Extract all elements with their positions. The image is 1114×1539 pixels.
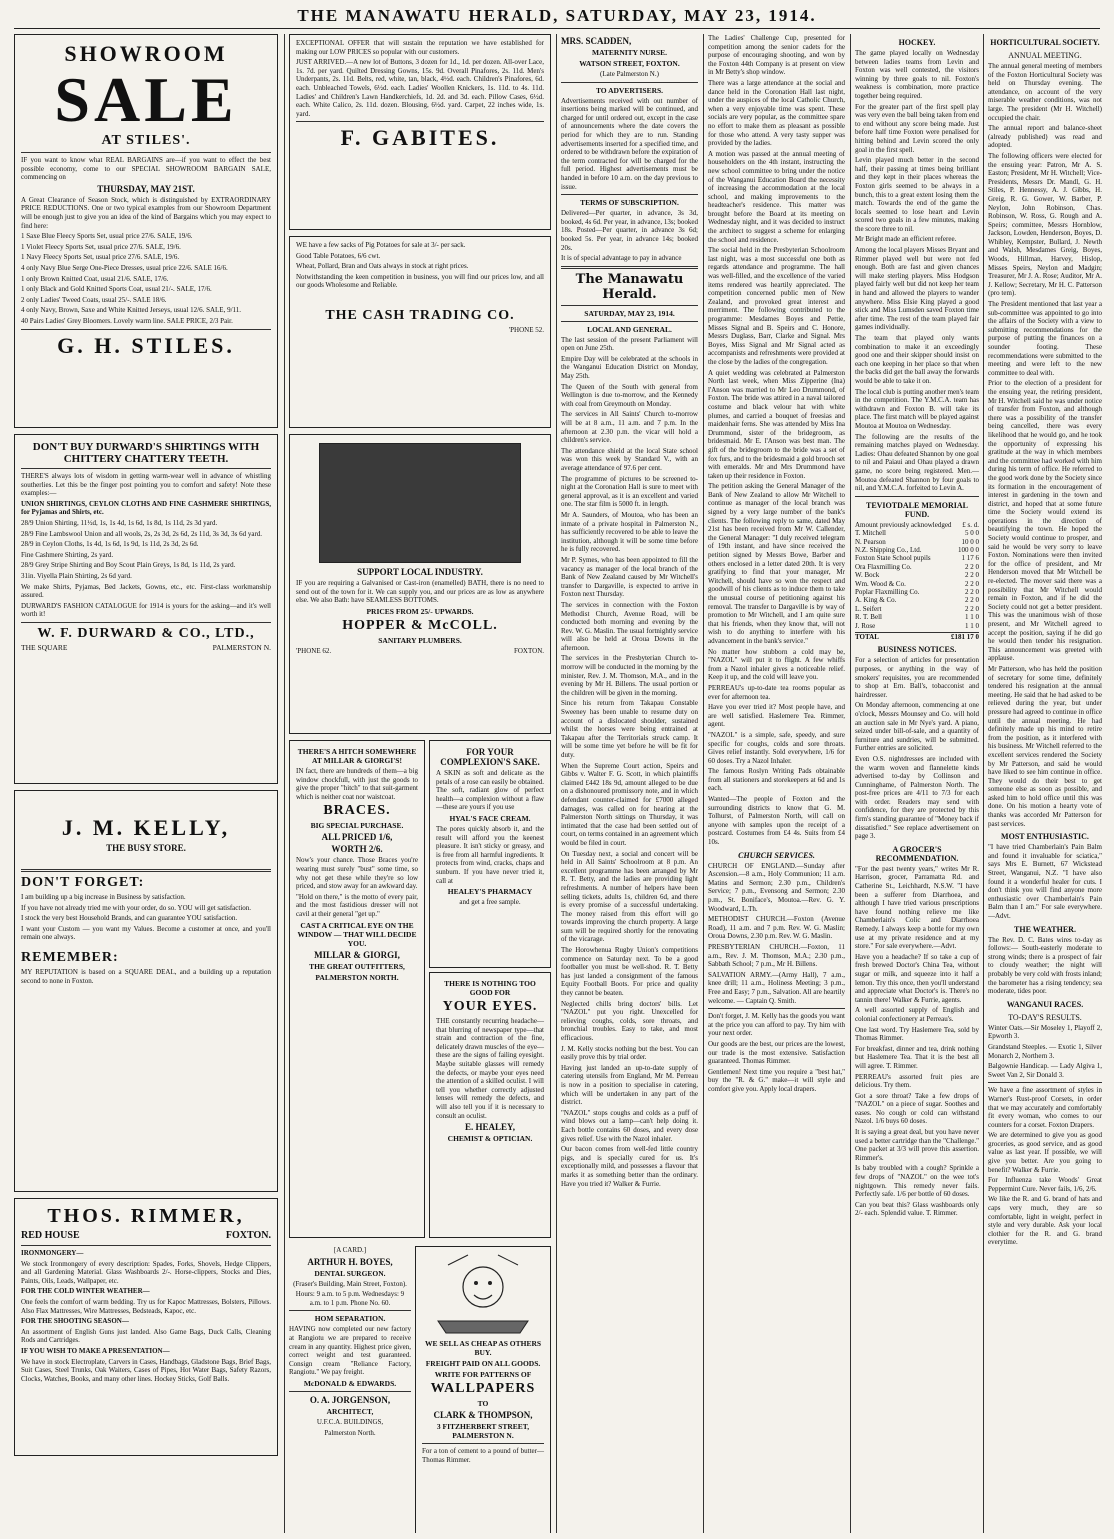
- hockey-paragraph: For the greater part of the first spell play was very even the ball being taken from end to end without any score being made. Just before half time Foxton were penalised for hitting behind and Levin scored the only goal in the first spell.: [855, 102, 979, 154]
- durward-addr-left: THE SQUARE: [21, 642, 68, 652]
- news-paragraph: The programme of pictures to be screened to-night at the Coronation Hall is sure to meet with general approval, as it is an excellent and varied one. The star film is 5000 ft. in length.: [561, 474, 698, 509]
- stiles-body: A Great Clearance of Season Stock, which is distinguished by EXTRAORDINARY PRICE REDUCTIONS. One or two typical examples from our Showroom Department will be enough just to give you an idea of the kind of Bargains which you may expect to find here:: [21, 195, 271, 230]
- race-result: Balgownie Handicap. — Lady Algiva 1, Sweet Van 2, Sir Donald 3.: [988, 1062, 1102, 1079]
- boyes-sub: DENTAL SURGEON.: [314, 1268, 386, 1278]
- giorgi-cast: CAST A CRITICAL EYE ON THE WINDOW — THAT WILL DECIDE YOU.: [297, 920, 417, 948]
- horticultural-sub: ANNUAL MEETING.: [1008, 51, 1082, 60]
- column-divider: [850, 34, 851, 1533]
- durward-item: 28/9 Fine Lambswool Union and all wools, 2s, 2s 3d, 2s 6d, 2s 11d, 3s 3d, 3s 6d yard.: [21, 529, 263, 538]
- cash-item: Notwithstanding the keen competition in business, you will find our prices low, and all our goods Wholesome and Reliable.: [296, 272, 544, 290]
- horticultural-paragraph: The following officers were elected for the ensuing year: Patron, Mr A. S. Easton; President, Mr H. Witchell; Vice-Presidents, Messrs Dr. Mandl, G. H. Stiles, P. Hennessy, A. J. Gibbs, H. Greig, R. G. Gower, W. Barber, P. Neylon, John Robinson, Chas. Robinson, W. Ross, G. Rough and A. Speirs; committee, Messrs Hornblow, Jackson, Lowden, Henderson, Boyes, D. Whibley, Kempster, Bullard, J. Newth and Walsh, Mesdames Greig, Boyes, Woods, Hillman, Harvey, Hislop, Misses Speirs, Neylon and Madgin; Treasurer, Mr J. A. Rose; Auditor, Mr A. J. Kellow; Secretary, Mr H. C. Patterson (pro tem).: [988, 151, 1102, 298]
- rimmer-section-body: We have in stock Electroplate, Carvers in Cases, Handbags, Gladstone Bags, Brief Bags, Suit Cases, Steel Trunks, Oak Waiters, Cases of Pipes, Hot Water Bags, Safety Razors, Clocks, Watches, Books, and many other lines. Hockey Sticks, Golf Balls.: [21, 1357, 271, 1383]
- local-general-head: LOCAL AND GENERAL.: [587, 324, 672, 334]
- news-paragraph: A quiet wedding was celebrated at Palmerston North last week, when Miss Zipperine (Ina) l'Anson was married to Mr Leo Drummond, of Foxton. The bride was attired in a naval tailored costume and black velour hat with white plumes, and carried a bouquet of freesias and maidenhair ferns. She was attended by Miss Ina Drummond, sister of the bridegroom, as bridesmaid. Mr E. l'Anson was best man. The gift of the bridegroom to the bride was a set of fox furs, and to the bridesmaid a gold brooch set with emeralds. Mr and Mrs Drummond have taken up their residence in Foxton.: [708, 368, 845, 480]
- news-paragraph: For breakfast, dinner and tea, drink nothing but Haslemere Tea. That it is the best all will agree. T. Rimmer.: [855, 1044, 979, 1070]
- durward-item: Fine Cashmere Shirting, 2s yard.: [21, 550, 114, 559]
- hockey-head: HOCKEY.: [898, 38, 936, 47]
- fund-row-name: L. Seifert: [855, 604, 882, 613]
- rimmer-section-body: We stock Ironmongery of every description: Spades, Forks, Shovels, Hedge Clippers, and all Gardening Material. Glass Washboards 2/-. Horse-clippers, Stocks and Dies, Paints, Oils, Leads, Wallpaper, etc.: [21, 1259, 271, 1285]
- durward-body: THERE'S always lots of wisdom in getting warm-wear well in advance of whistling southerlies. Let this be the finger post pointing you to comfort and safety! Note these examples:—: [21, 472, 271, 498]
- fund-row-value: 1 17 6: [961, 554, 979, 563]
- fund-total-value: £181 17 0: [951, 632, 979, 641]
- news-paragraph: On Tuesday next, a social and concert will be held in All Saints' Schoolroom at 8 p.m. An excellent programme has been arranged by Mr R. T. Betty, and the ladies are providing light refreshments. A number of helpers have been selling tickets, adults 1s, children 6d, and there is every promise of a successful undertaking. The money raised from this effort will go towards improving the church property. A large sum will be required shortly for the renovating of the vicarage.: [561, 849, 698, 944]
- hom-name: McDONALD & EDWARDS.: [303, 1378, 397, 1388]
- jorgenson-sub: ARCHITECT,: [326, 1406, 374, 1416]
- healey-product: HYAL'S FACE CREAM.: [449, 813, 531, 823]
- fund-row-value: 2 2 0: [965, 596, 979, 605]
- fund-row: [855, 538, 979, 546]
- subscription-body: Delivered—Per quarter, in advance, 3s 3d, booked, 4s 6d. Per year, in advance, 13s; booked 18s. Posted—Per quarter, in advance 3s 6d; booked 5s. Per year, in advance 14s; booked 20s.: [561, 209, 698, 252]
- rimmer-section-body: One feels the comfort of warm bedding. Try us for Kapoc Mattresses, Bolsters, Pillows. Also Flax Mattresses, Wire Mattresses, Bedsteads, Kapoc, etc.: [21, 1297, 271, 1315]
- fund-row: [855, 605, 979, 613]
- news-paragraph: Empire Day will be celebrated at the schools in the Wanganui Education District on Monday, May 25th.: [561, 354, 698, 381]
- fund-row-name: Foxton State School pupils: [855, 554, 931, 563]
- hopper-name: HOPPER & McCOLL.: [342, 617, 498, 633]
- news-paragraph: When the Supreme Court action, Speirs and Gibbs v. Walter F. G. Scott, in which plaintiffs claimed £442 18s 9d, amount alleged to be due on a dishonoured promissory note, and in which defendant counter-claimed for £7000 alleged damages, was called on for hearing at the Palmerston North sittings on Thursday, it was intimated that the case had been settled out of court, on terms contained in an agreement which would be filed in court.: [561, 761, 698, 847]
- wall-1: WE SELL AS CHEAP AS OTHERS BUY.: [424, 1339, 542, 1357]
- stiles-item: 4 only Navy, Brown, Saxe and White Knitted Jerseys, usual 12/6. SALE, 9/11.: [21, 306, 242, 315]
- rimmer-section-head: IF YOU WISH TO MAKE A PRESENTATION—: [21, 1346, 170, 1355]
- jorgenson-sub2: U.F.C.A. BUILDINGS,: [316, 1417, 384, 1426]
- fund-row-value: 2 2 0: [965, 571, 979, 580]
- advertisers-body: Advertisements received with out number of insertions being marked will be continued, and charged for until ordered out, except in the case of announcements where the date covers the period for which they are to run. Standing advertisements inserted for a specified time, and ordered to be withdrawn before the expiration of the term contracted for will be charged for the full period. Highest advertisements must be handed in before 10 a.m. on the day previous to issue.: [561, 96, 698, 191]
- stiles-advert: [14, 34, 278, 428]
- column-divider: [284, 34, 285, 1533]
- news-paragraph: Have you a headache? If so take a cup of fresh brewed Doctor's China Tea, without sugar or milk, and squeeze into it half a lemon. Try this once, then you'll understand and appreciate what Doctor's is. There's no tannin there! Walker & Furrie, agents.: [855, 952, 979, 1004]
- race-result: Grandstand Steeples. — Exotic 1, Silver Monarch 2, Northern 3.: [988, 1042, 1102, 1060]
- wall-cement: For a ton of cement to a pound of butter—Thomas Rimmer.: [422, 1447, 544, 1464]
- news-paragraph: We are determined to give you as good groceries, as good service, and as good value as last year. If possible, we will give you better. Are you going to benefit? Walker & Furrie.: [988, 1131, 1102, 1174]
- eyes-head2: YOUR EYES.: [442, 999, 538, 1014]
- cash-body: WE have a few sacks of Pig Potatoes for sale at 3/- per sack.: [296, 241, 466, 249]
- news-paragraph: The last session of the present Parliament will open on June 25th.: [561, 335, 698, 353]
- hopper-prices: PRICES FROM 25/- UPWARDS.: [366, 606, 474, 616]
- healey-body2: The pores quickly absorb it, and the result will afford you the keenest pleasure. It isn't sticky or greasy, and is free from all harmful ingredients. It protects from wind, cracks, chaps and sunburn. If you have never tried it, call at: [436, 824, 544, 885]
- news-paragraph: It is saying a great deal, but you have never used a better cartridge than the "Challenge." One packet at 3/3 will prove this assertion. Rimmer's.: [855, 1128, 979, 1162]
- news-paragraph: "For the past twenty years," writes Mr R. Harrison, grocer, Parramatta Rd. and Catherine St., Leichhardt, N.S.W. "I have been a sufferer from Diarrhoea, and although I have tried various prescriptions have found nothing relieve me like Chamberlain's Colic and Diarrhoea Remedy. I always keep a bottle for my own use at my private residence and at my store." For sale everywhere.—Advt.: [855, 864, 979, 951]
- fund-row: [855, 622, 979, 630]
- fund-row-value: 1 1 0: [965, 621, 979, 630]
- church-service: CHURCH OF ENGLAND.—Sunday after Ascension.—8 a.m., Holy Communion; 11 a.m. Matins and Sermon; 2.30 p.m., Children's Service; 7 p.m., Evensong and Sermon; 2.30 p.m., St. Boniface's, Moutoa.—Rev. G. Y. Woodward, L.Th.: [708, 861, 845, 913]
- jorgenson-name: O. A. JORGENSON,: [309, 1394, 391, 1405]
- rimmer-name: THOS. RIMMER,: [47, 1205, 245, 1227]
- grocer-paras: [855, 865, 979, 1218]
- news-paragraph: PERREAU's up-to-date tea rooms popular as ever for afternoon tea.: [708, 683, 845, 701]
- hockey-paragraph: Among the local players Misses Bryant and Rimmer played well but were not fed enough. Both are fast and given chances will make sterling players. Miss Hodgson played fairly well but did not keep her team in hand and allowed the players to wander anywhere. Miss Elsie King played a good stick and Miss Lumsden saved Foxton time after time. The rest of the team played fair games individually.: [855, 246, 979, 332]
- gabites-body: EXCEPTIONAL OFFER that will sustain the reputation we have established for making our LOW PRICES so popular with our customers.: [296, 39, 544, 56]
- news-paragraph: "NAZOL" stops coughs and colds as a puff of wind blows out a lamp—can't help doing it. Each bottle contains 60 doses, and every dose gives relief. Use with the Nazol inhaler.: [561, 1108, 698, 1143]
- column-divider: [983, 34, 984, 1533]
- stiles-item: 1 Saxe Blue Fleecy Sports Set, usual price 27/6. SALE, 19/6.: [21, 232, 193, 241]
- hockey-paragraph: Levin played much better in the second half, their passing at times being brilliant and they kept in their places whereas the Foxton girls seemed to be always in a bunch, this to a great extent losing them the match. Towards the end of the game the locals seemed to lose heart and Levin scored two goals in a few minutes, making the score three to nil.: [855, 156, 979, 233]
- hockey-paragraph: The game played locally on Wednesday between ladies teams from Levin and Foxton was well contested, the visitors winning by three goals to nil. Foxton's weakness is combination, more practice together being required.: [855, 49, 979, 100]
- enthusiastic-body: "I have tried Chamberlain's Pain Balm and found it invaluable for sciatica," says Mrs E. Burnett, 67 Wickstead Street, Wanganui, N.Z. "I have also found it a wonderful healer for cuts. I don't think you will find anyone more enthusiastic over Chamberlain's Pain Balm than I am." For sale everywhere.—Advt.: [988, 843, 1102, 920]
- healey-pharmacy: HEALEY'S PHARMACY: [447, 887, 533, 897]
- church-service: PRESBYTERIAN CHURCH.—Foxton, 11 a.m., Rev. J. M. Thomson, M.A.; 2.30 p.m., Sabbath School; 7 p.m., Mr H. Billens.: [708, 942, 845, 969]
- column-6-tail: [988, 1086, 1102, 1247]
- news-paragraph: We have a fine assortment of styles in Warner's Rust-proof Corsets, in order that we may accurately and comfortably fit every woman, who comes to our counters for a corset. Foxton Drapers.: [988, 1086, 1102, 1129]
- durward-addr-right: PALMERSTON N.: [212, 642, 271, 652]
- masthead: THE MANAWATU HERALD, SATURDAY, MAY 23, 1914.: [297, 6, 817, 25]
- fund-row-name: W. Bock: [855, 571, 880, 580]
- rimmer-red-house: RED HOUSE: [21, 1230, 80, 1241]
- news-paragraph: Having just landed an up-to-date supply of catering utensils from England, Mr M. Perreau is now in a position to specialise in catering, which will be undertaken in any part of the district.: [561, 1063, 698, 1107]
- business-notice: Even O.S. nightdresses are included with the warm woven and flannelette kinds advertised to-day by Collinson and Cunninghame, of Palmerston North. The post-free prices are 4/11 to 7/3 for each with order. Readers may send with confidence, for they are protected by this firm's standing guarantee of "Money back if dissatisfied." See replace advertisement on page 3.: [855, 754, 979, 841]
- fund-row-value: 2 2 0: [965, 562, 979, 571]
- scadden-addr: WATSON STREET, FOXTON.: [579, 59, 680, 68]
- fund-row-value: 100 0 0: [958, 545, 979, 554]
- hom-body: HAVING now completed our new factory at Rangiotu we are prepared to receive cream in any quantity. Highest price given, correct weight and test guaranteed. Consign cream "Reliance Factory, Rangiotu." We pay freight.: [289, 1325, 411, 1377]
- stiles-name: G. H. STILES.: [57, 332, 235, 358]
- stiles-item: 1 only Brown Knitted Coat, usual 21/6. SALE, 17/6.: [21, 274, 169, 283]
- news-paragraph: Got a sore throat? Take a few drops of "NAZOL" on a piece of sugar. Soothes and eases. No cough or cold can withstand Nazol. 1/6 buys 60 doses.: [855, 1091, 979, 1126]
- fund-row: [855, 580, 979, 588]
- masthead-rule: [14, 28, 1100, 29]
- business-head: BUSINESS NOTICES.: [877, 645, 957, 655]
- durward-make: We make Shirts, Pyjamas, Bed Jackets, Gowns, etc., etc. First-class workmanship assured.: [21, 582, 271, 600]
- horticultural-head: HORTICULTURAL SOCIETY.: [990, 38, 1100, 47]
- horticultural-paragraph: Mr Patterson, who has held the position of secretary for some time, definitely tendered his resignation at the annual meeting. He said that he had asked to be relieved during the year, but under pressure had agreed to continue in office until the annual meeting. He had definitely made up his mind to retire from the position, as it interfered with his business. Mr Witchell referred to the excellent services rendered the Society by Mr Patterson, and said he would have liked to see him continue in office. They would do their best to get someone else as soon as possible, and asked him to hold office until this was done. On his motion a hearty vote of thanks was accorded Mr Patterson for past services.: [988, 664, 1102, 828]
- fund-row-name: A. King & Co.: [855, 596, 897, 605]
- stiles-date: THURSDAY, MAY 21ST.: [97, 183, 195, 194]
- kelly-sub: THE BUSY STORE.: [106, 843, 186, 853]
- wallpaper-illustration: [428, 1251, 538, 1337]
- advertisers-head: TO ADVERTISERS.: [595, 85, 664, 95]
- races-sub: TO-DAY'S RESULTS.: [1008, 1012, 1082, 1022]
- wall-3: WRITE FOR PATTERNS OF: [434, 1370, 532, 1379]
- fund-row: [855, 613, 979, 621]
- news-paragraph: Mr P. Symes, who has been appointed to fill the vacancy as manager of the local branch of the Bank of New Zealand caused by Mr Witchell's transfer to Dargaville, is expected to arrive in Foxton next Thursday.: [561, 555, 698, 599]
- fund-row-value: 1 1 0: [965, 613, 979, 622]
- giorgi-body3: "Hold on there," is the motto of every pair, and the most fastidious dresser will not cavil at their general "get up.": [296, 892, 418, 918]
- races-head: WANGANUI RACES.: [1006, 999, 1084, 1009]
- subscription-head: TERMS OF SUBSCRIPTION.: [580, 198, 679, 208]
- hopper-mccoll-advert: [289, 434, 551, 734]
- fund-row-name: J. Rose: [855, 621, 876, 630]
- rimmer-section-head: IRONMONGERY—: [21, 1249, 84, 1257]
- durward-advert: [14, 434, 278, 784]
- stiles-item: 40 Pairs Ladies' Grey Bloomers. Lovely warm line. SALE PRICE, 2/3 Pair.: [21, 316, 233, 325]
- gabites-advert: [289, 34, 551, 230]
- eyes-name: E. HEALEY,: [465, 1122, 515, 1133]
- rimmer-section-body: An assortment of English Guns just landed. Also Game Bags, Duck Calls, Cleaning Rods and Cartridges.: [21, 1327, 271, 1345]
- news-paragraph: Neglected chills bring doctors' bills. Let "NAZOL" put you right. Unexcelled for relieving coughs, colds, sore throats, and bronchial troubles. Easy to take, and most efficacious.: [561, 999, 698, 1042]
- cash-item: Wheat, Pollard, Bran and Oats always in stock at right prices.: [296, 262, 469, 271]
- fund-row-name: Amount previously acknowledged: [855, 520, 952, 529]
- cash-item: Good Table Potatoes, 6/6 cwt.: [296, 251, 381, 260]
- hom-head: HOM SEPARATION.: [314, 1314, 386, 1324]
- wall-2: FREIGHT PAID ON ALL GOODS.: [425, 1359, 541, 1368]
- giorgi-special: BIG SPECIAL PURCHASE.: [310, 821, 404, 831]
- fund-row-name: N.Z. Shipping Co., Ltd.: [855, 545, 922, 554]
- rimmer-section-head: FOR THE COLD WINTER WEATHER—: [21, 1287, 150, 1296]
- durward-subhead: UNION SHIRTINGS, CEYLON CLOTHS AND FINE CASHMERE SHIRTINGS, for Pyjamas and Shirts, etc.: [21, 499, 271, 517]
- news-paragraph: There was a large attendance at the social and dance held in the Coronation Hall last night, under the auspices of the local Catholic Church, when a very enjoyable time was spent. These socials are very popular, as the committee spare no effort to make them as pleasant as possible for those who attend. A very tasty supper was provided by the ladies.: [708, 78, 845, 148]
- fund-row-value: 2 2 0: [965, 587, 979, 596]
- scadden-sub: MATERNITY NURSE.: [591, 48, 667, 57]
- fund-row: [855, 588, 979, 596]
- kelly-remember-body: MY REPUTATION is based on a SQUARE DEAL, and a building up a reputation second to none in Foxton.: [21, 967, 271, 985]
- news-paragraph: The Queen of the South with general from Wellington is due to-morrow, and the Kennedy with coal from Greymouth on Monday.: [561, 382, 698, 408]
- eyes-body: THE constantly recurring headache—that blurring of newspaper type—that strain and contraction of the fine, delicately drawn muscles of the eye—these are the signs of failing eyesight. Maybe suitable glasses will remedy the defects, or maybe your eyes need the attention of a skilled oculist. I will tell you whether correctly adjusted lenses will remedy the defects, and will also tell you if it is necessary to consult an oculist.: [436, 1017, 544, 1120]
- news-paragraph: Our goods are the best, our prices are the lowest, our trade is the most extensive. Satisfaction guaranteed. Thomas Rimmer.: [708, 1039, 845, 1066]
- church-head: CHURCH SERVICES.: [738, 850, 815, 860]
- news-paragraph: Our bacon comes from well-fed little country pigs, and is specially cured for us. It's exceptionally mild, and possesses a flavour that marks it as something better than the ordinary. Have you tried it? Walker & Furrie.: [561, 1145, 698, 1188]
- stiles-intro: IF you want to know what REAL BARGAINS are—if you want to effect the best possible economy, come to our SPECIAL SHOWROOM BARGAIN SALE, commencing on: [21, 156, 271, 182]
- stiles-item: 4 only Navy Blue Serge One-Piece Dresses, usual price 22/6. SALE 16/6.: [21, 263, 228, 272]
- giorgi-body: IN fact, there are hundreds of them—a big window chockfull, with just the goods to give the proper "hitch" to that suit-garment which is neither coat nor waistcoat.: [296, 767, 418, 801]
- news-paragraph: A motion was passed at the annual meeting of householders on the 4th instant, instructing the new school committee to bring under the notice of the Wanganui Education Board the necessity of increasing the accommodation at the local school, and making improvements to the headteacher's residence. This matter was brought before the Board at its meeting on Wednesday night, and it was decided to instruct the architect to suggest a scheme for enlarging the school and residence.: [708, 149, 845, 244]
- news-paragraph: The petition asking the General Manager of the Bank of New Zealand to allow Mr Witchell to continue as manager of the local branch was signed by a very large number of the bank's clients. The following reply to same, dated May 21st has been received from Mr W. Callender, the General Manager: "I duly received telegram of 19th instant, and have since received the petition signed by Messrs Bowe, Barber and others enclosed in a letter dated 20th. It is very gratifying to find that your manager, Mr Witchell, should have so won the respect and goodwill of his clients as to induce them to take the unusual course of petitioning against his removal. The transfer to Dargaville is by way of promotion to Mr Witchell, and I am quite sure that his friends, when they know that, will not wish to do anything to interfere with his advancement in the bank's service.": [708, 482, 845, 645]
- news-paragraph: No matter how stubborn a cold may be, "NAZOL" will put it to flight. A few whiffs from a Nazol inhaler gives a noticeable relief. Keep it up, and the cold will leave you.: [708, 647, 845, 682]
- news-paragraph: Have you ever tried it? Most people have, and are well satisfied. Haslemere Tea. Rimmer, agent.: [708, 703, 845, 729]
- fund-row: [855, 596, 979, 604]
- local-general-paras: [561, 336, 698, 1188]
- rimmer-section-head: FOR THE SHOOTING SEASON—: [21, 1317, 129, 1326]
- column-3: [561, 34, 698, 1533]
- fund-total-label: TOTAL: [855, 632, 879, 641]
- paper-dateline: SATURDAY, MAY 23, 1914.: [584, 308, 675, 318]
- wall-5: TO: [477, 1399, 489, 1408]
- fund-row: [855, 563, 979, 571]
- news-paragraph: The social held in the Presbyterian Schoolroom last night, was a most successful one both as regards attendance and programme. The hall was well-filled, and the excellence of the varied items rendered was heartily appreciated. The competition concerned public men of New Zealand, and provoked great interest and merriment. The following contributed to the programme: Mesdames Boyes and Pettie, Misses Signal and B. Speirs and C. Honore, Messrs Duglass, Barr, Clarke and Signal. Mrs Boyes, Miss Signal and Mr Signal acted as accompanists and refreshments were provided at the close by the ladies of the congregation.: [708, 246, 845, 366]
- column-6: [988, 34, 1102, 1533]
- kelly-para: If you have not already tried me with your order, do so. YOU will get satisfaction.: [21, 903, 252, 912]
- fund-row: [855, 571, 979, 579]
- news-paragraph: Gentlemen! Next time you require a "best hat," buy the "R. & G." make—it will style and comfort give you. Apply local drapers.: [708, 1067, 845, 1093]
- fund-head: TEVIOTDALE MEMORIAL FUND.: [865, 500, 968, 519]
- wall-4: WALLPAPERS: [430, 1381, 536, 1396]
- church-service: METHODIST CHURCH.—Foxton (Avenue Road), 11 a.m. and 7 p.m. Rev. W. G. Maslin; Oroua Downs, 2.30 p.m. Rev. W. G. Maslin.: [708, 915, 845, 941]
- durward-name: W. F. DURWARD & CO., LTD.,: [37, 625, 255, 641]
- column-2: [289, 34, 551, 1533]
- column-1: [14, 34, 278, 1533]
- eyes-head1: THERE IS NOTHING TOO GOOD FOR: [444, 979, 536, 997]
- fund-row: [855, 546, 979, 554]
- grocer-head: A GROCER'S RECOMMENDATION.: [875, 844, 959, 863]
- column-divider: [556, 34, 557, 1533]
- cash-name: THE CASH TRADING CO.: [325, 307, 515, 323]
- news-paragraph: The Horowhenua Rugby Union's competitions commence on Saturday next. To be a good footballer you must be well-shod. R. T. Betty has just landed a consignment of the famous Equity Football Boots. For price and quality they cannot be beaten.: [561, 946, 698, 998]
- boyes-name: ARTHUR H. BOYES,: [307, 1256, 393, 1267]
- wall-name: CLARK & THOMPSON,: [433, 1410, 533, 1420]
- hockey-paras: [855, 49, 979, 493]
- news-paragraph: Is baby troubled with a cough? Sprinkle a few drops of "NAZOL" on the wee tot's nightgown. This remedy never fails. Perfectly safe. 1/6 per bottle of 60 doses.: [855, 1164, 979, 1199]
- giorgi-worth: WORTH 2/6.: [331, 844, 383, 855]
- news-paragraph: Can you beat this? Glass washboards only 2/- each. Splendid value. T. Rimmer.: [855, 1200, 979, 1218]
- weather-head: THE WEATHER.: [1014, 924, 1076, 934]
- giorgi-sub: THE GREAT OUTFITTERS,: [309, 961, 405, 971]
- healey-body: A SKIN as soft and delicate as the petals of a rose can easily be obtained. The soft, radiant glow of perfect health—a complexion without a flaw—these are yours if you use: [436, 769, 544, 812]
- hopper-phone: 'PHONE 62.: [296, 646, 332, 655]
- fund-row-value: 10 0 0: [961, 537, 979, 546]
- boyes-card: [A CARD.]: [333, 1246, 367, 1254]
- stiles-item: 1 Violet Fleecy Sports Set, usual price 27/6. SALE, 19/6.: [21, 242, 181, 251]
- fund-row: [855, 554, 979, 562]
- durward-item: 28/9 in Ceylon Cloths, 1s 4d, 1s 6d, 1s 9d, 1s 11d, 2s 3d, 2s 6d.: [21, 540, 199, 549]
- paper-title: The Manawatu Herald.: [575, 271, 684, 302]
- news-paragraph: The services in the Presbyterian Church to-morrow will be conducted in the morning by the minister, Rev. J. M. Thomson, M.A., and in the evening by Mr H. Billens. The usual portion or the children will be given in the morning.: [561, 654, 698, 697]
- ad-pair-bottom: [289, 1246, 551, 1533]
- durward-catalogue: DURWARD'S FASHION CATALOGUE for 1914 is yours for the asking—and it's well worth it!: [21, 601, 271, 619]
- scadden-name: MRS. SCADDEN,: [561, 36, 632, 46]
- kelly-advert: [14, 790, 278, 1192]
- wall-addr: 3 FITZHERBERT STREET, PALMERSTON N.: [436, 1422, 530, 1440]
- news-paragraph: One last word. Try Haslemere Tea, sold by Thomas Rimmer.: [855, 1025, 979, 1043]
- news-paragraph: The services in All Saints' Church to-morrow will be at 8 a.m., 11 a.m. and 7 p.m. In the afternoon at 2.30 p.m. the vicar will hold a children's service.: [561, 410, 698, 445]
- news-paragraph: J. M. Kelly stocks nothing but the best. You can easily prove this by trial order.: [561, 1044, 698, 1062]
- cash-phone: 'PHONE 52.: [508, 325, 544, 334]
- news-paragraph: The attendance shield at the local State school was won this week by Standard V., with an average attendance of 97.6 per cent.: [561, 446, 698, 472]
- news-paragraph: Wanted—The people of Foxton and the surrounding districts to know that G. M. Tolhurst, of Palmerston North, will call on anyone with samples upon the receipt of a postcard. Costumes from £4 4s. Suits from £4 10s.: [708, 795, 845, 847]
- column-4-tail: [708, 1012, 845, 1093]
- news-paragraph: "NAZOL" is a simple, safe, speedy, and sure specific for coughs, colds and sore throats. Gives relief instantly. Sold everywhere, 1/6 for 60 doses. Try a Nazol Inhaler.: [708, 730, 845, 765]
- news-paragraph: Don't forget, J. M. Kelly has the goods you want at the price you can afford to pay. Try him with your next order.: [708, 1012, 845, 1038]
- fund-row-name: T. Mitchell: [855, 529, 886, 538]
- column-4: [708, 34, 845, 1533]
- business-notice: For a selection of articles for presentation purposes, or anything in the way of smokers' requisites, you are recommended to shop at Ern. Ball's, tobacconist and hairdresser.: [855, 656, 979, 699]
- eyes-sub: CHEMIST & OPTICIAN.: [447, 1134, 533, 1144]
- fund-row-name: Poplar Flaxmilling Co.: [855, 587, 920, 596]
- gabites-name: F. GABITES.: [340, 125, 500, 151]
- fund-row-name: Ora Flaxmilling Co.: [855, 562, 912, 571]
- news-paragraph: Mr A. Saunders, of Moutoa, who has been an inmate of a private hospital in Palmerston N., has sufficiently recovered to be able to leave the institution, although it will be some time before he is fully recovered.: [561, 510, 698, 554]
- hopper-head: SUPPORT LOCAL INDUSTRY.: [357, 567, 483, 577]
- clark-thompson-advert: [415, 1246, 551, 1533]
- subscription-note: It is of special advantage to pay in advance: [561, 254, 682, 263]
- scadden-late: (Late Palmerston N.): [600, 70, 659, 78]
- giorgi-addr: PALMERSTON NORTH.: [315, 972, 399, 982]
- hopper-body: IF you are requiring a Galvanised or Cast-iron (enamelled) BATH, there is no need to send out of the town for it. We can supply you, and our prices are as low as anywhere else. We also Bath: have SEAMLESS BOTTOMS.: [296, 579, 544, 605]
- stiles-item: 2 only Ladies' Tweed Coats, usual 25/-. SALE 18/6.: [21, 295, 167, 304]
- news-paragraph: We like the R. and G. brand of hats and caps very much, they are so comfortable, light in weight, perfect in style and very durable. Ask your local clothier for the R. and G. brand everytime.: [988, 1195, 1102, 1247]
- horticultural-paragraph: The annual general meeting of members of the Foxton Horticultural Society was held on Thursday evening. The attendance, on account of the very miserable weather conditions, was not large. The president (Mr H. Witchell) occupied the chair.: [988, 62, 1102, 122]
- healey-sample: and get a free sample.: [459, 898, 521, 907]
- news-paragraph: PERREAU's assorted fruit pies are delicious. Try them.: [855, 1072, 979, 1090]
- fund-row-value: 2 2 0: [965, 579, 979, 588]
- fund-row: [855, 521, 979, 529]
- fund-row-name: N. Pearson: [855, 537, 886, 546]
- bath-illustration: [319, 443, 521, 563]
- healey-eyes-advert: [429, 972, 551, 1238]
- news-paragraph: Since his return from Takapau Constable Sweeney has been unable to resume duty on account of a dislocated shoulder, sustained whilst the horses were being entrained at Takapau after the Territorials struck camp. It will be some time yet before he will be fit for duty.: [561, 699, 698, 759]
- column-5: [855, 34, 979, 1533]
- news-paragraph: A well assorted supply of English and colonial confectionery at Perreau's.: [855, 1006, 979, 1023]
- fund-row-name: R. T. Bell: [855, 613, 882, 622]
- fund-row: [855, 529, 979, 537]
- stiles-at: AT STILES'.: [101, 133, 191, 148]
- fund-row-value: 2 2 0: [965, 604, 979, 613]
- fund-table: [855, 521, 979, 630]
- kelly-name: J. M. KELLY,: [61, 815, 231, 840]
- giorgi-head: THERE'S A HITCH SOMEWHERE AT MILLAR & GIORGI'S!: [297, 747, 417, 765]
- column-4-paras: [708, 34, 845, 847]
- stiles-showroom: SHOWROOM: [64, 41, 228, 66]
- race-results: [988, 1024, 1102, 1080]
- hockey-paragraph: The local club is putting another men's team in the competition. The Y.M.C.A. team has withdrawn and Foxton B. will take its place. The first match will be played against Moutoa at Moutoa on Wednesday.: [855, 387, 979, 430]
- durward-item: 28/9 Grey Stripe Shirting and Boy Scout Plain Greys, 1s 8d, 1s 11d, 2s yard.: [21, 561, 236, 570]
- news-paragraph: For Influenza take Woods' Great Peppermint Cure. Never fails, 1/6, 2/6.: [988, 1176, 1102, 1193]
- hockey-paragraph: Mr Bright made an efficient referee.: [855, 235, 957, 244]
- cash-trading-advert: [289, 236, 551, 428]
- boyes-hours: Hours: 9 a.m. to 5 p.m. Wednesdays: 9 a.m. to 1 p.m. Phone No. 60.: [295, 1290, 405, 1307]
- rimmer-advert: [14, 1198, 278, 1456]
- kelly-para: I want your Custom — you want my Values. Become a customer at once, and you'll remain one always.: [21, 924, 271, 942]
- horticultural-paragraph: The annual report and balance-sheet (already published) was read and adopted.: [988, 124, 1102, 150]
- jorgenson-addr: Palmerston North.: [324, 1428, 376, 1437]
- healey-complexion-advert: [429, 740, 551, 968]
- kelly-para: I am building up a big increase in Business by satisfaction.: [21, 893, 186, 901]
- column-divider: [703, 34, 704, 1533]
- enthusiastic-head: MOST ENTHUSIASTIC.: [1001, 832, 1089, 842]
- kelly-forget: DON'T FORGET:: [21, 875, 145, 890]
- hockey-paragraph: The team that played only wants combination to make it an exceedingly good one and their skipper should insist on each one keeping in her place so that when the backs did get the ball away the forwards would be able to take it on.: [855, 334, 979, 385]
- kelly-remember: REMEMBER:: [21, 949, 119, 965]
- hopper-town: FOXTON.: [513, 646, 544, 655]
- durward-headline: DON'T BUY DURWARD'S SHIRTINGS WITH CHITTERY CHATTERY TEETH.: [32, 441, 260, 465]
- giorgi-name: MILLAR & GIORGI,: [314, 949, 400, 960]
- hopper-sub: SANITARY PLUMBERS.: [378, 635, 462, 645]
- durward-item: 28/9 Union Shirting, 11½d, 1s, 1s 4d, 1s 6d, 1s 8d, 1s 11d, 2s 3d yard.: [21, 518, 218, 527]
- fund-row-name: Wm. Wood & Co.: [855, 579, 906, 588]
- gabites-body2: JUST ARRIVED.—A new lot of Buttons, 3 dozen for 1d., 1d. per dozen. All-over Lace, 1s. 7d. per yard. Quilted Dressing Gowns, 15s. 9d. Overall Pinafores, 2s. 11d. Men's Underpants, 2s. 11d. Belts, red, white, tan, black, 4½d. each. Children's Pinafores, 6d. each. Unbleached Towels, 6½d. each. Ladies' Woollen Knickers, 1s. 11d. to 4s. 11d. Ladies' and Children's Lawn Handkerchiefs, 1d. 2d. and 3d. each. Pillow Cases, 6½d. each. White Calico, 2s. 11d. dozen. Blousing, 6½d. yard. Carpet, 22 inches wide, 1s. yard.: [296, 58, 544, 118]
- horticultural-paras: [988, 62, 1102, 828]
- race-result: Winter Oats.—Sir Moseley 1, Playoff 2, Epworth 3.: [988, 1023, 1102, 1041]
- hockey-paragraph: The following are the results of the remaining matches played on Wednesday. Ladies: Ohau defeated Shannon by one goal to nil and Paiaui and Ohau played a drawn game, no score being registered. Men.—Moutoa defeated Shannon by four goals to nil, and Y.M.C.A. forfeited to Levin A.: [855, 432, 979, 493]
- durward-item: 31in. Viyella Plain Shirting, 2s 6d yard.: [21, 571, 132, 580]
- ad-pair: [289, 740, 551, 1240]
- giorgi-body2: Now's your chance. Those Braces you're wearing must surely "bust" some time, so why not get these while they're so low priced, and stow away for an awkward day.: [296, 856, 418, 891]
- horticultural-paragraph: The President mentioned that last year a sub-committee was appointed to go into the affairs of the Society with a view to submitting recommendations for the purpose of putting the finances on a sounder footing. These recommendations were submitted to the meeting and were left to the new committee to deal with.: [988, 300, 1102, 377]
- fund-row-value: 5 0 0: [965, 529, 979, 538]
- millar-giorgi-advert: [289, 740, 425, 1238]
- business-notices: [855, 656, 979, 840]
- church-service: SALVATION ARMY.—(Army Hall), 7 a.m., knee drill; 11 a.m., Holiness Meeting; 3 p.m., Free and Easy; 7 p.m., Salvation. All are heartily welcome. — Captain Q. Smith.: [708, 970, 845, 1005]
- giorgi-priced: ALL PRICED 1/6,: [321, 832, 393, 843]
- business-notice: On Monday afternoon, commencing at one o'clock, Messrs Mounsey and Co. will hold an auction sale in Mr Nye's yard. A piano, seized under bill-of-sale, and a quantity of furniture and sundries, will be submitted. Further entries are solicited.: [855, 701, 979, 753]
- church-services: [708, 862, 845, 1006]
- fund-row-value: £ s. d.: [962, 520, 979, 529]
- news-paragraph: The services in connection with the Foxton Methodist Church, Avenue Road, will be conducted both morning and evening by the Rev. W. G. Maslin. The usual fortnightly service will also be held at Oroua Downs in the afternoon.: [561, 600, 698, 652]
- healey-head: FOR YOUR COMPLEXION'S SAKE.: [440, 747, 540, 767]
- stiles-item: 1 Navy Fleecy Sports Set, usual price 27/6. SALE, 19/6.: [21, 253, 180, 262]
- horticultural-paragraph: Prior to the election of a president for the ensuing year, the retiring president, Mr H. Witchell said he was under notice of transfer from Foxton, and although there was a possibility of the transfer being cancelled, there was every likelihood that he would go, and he took the opportunity of expressing his gratitude at the way in which members and the committee had worked with him during his term of office. He referred to the good work done by the Society since its formation in the encouragement of interest in gardening in the town and district, and hoped that at some future time the Society would extend its operations in the direction of beautifying the town. He hoped the Society would continue to prosper, and said he would be very sorry to leave Foxton. Nominations were then invited for the office of president, and Mr Henderson moved that Mr Witchell be re-elected. The mover said there was a possibility that Mr Witchell would remain in Foxton, and if he did the Society could not get a better president. This was the unanimous wish of those present, and Mr Witchell agreed to accept the position, saying if he did go he would then tender his resignation. This announcement was greeted with applause.: [988, 379, 1102, 663]
- weather-body: The Rev. D. C. Bates wires to-day as follows:— South-easterly moderate to strong winds; there is a prospect of fair to cloudy weather; the night will probably be very cold with frosts inland; the barometer has a rising tendency; sea moderate, tides poor.: [988, 935, 1102, 996]
- news-paragraph: The famous Roslyn Writing Pads obtainable from all stationers and storekeepers at 6d and 1s each.: [708, 767, 845, 793]
- giorgi-braces: BRACES.: [323, 803, 391, 819]
- rimmer-foxton: FOXTON.: [225, 1230, 271, 1241]
- news-paragraph: The Ladies' Challenge Cup, presented for competition among the senior cadets for the purpose of encouraging shooting, and won by the Foxton 44th Company is at present on view in Mr Betty's shop window.: [708, 34, 845, 77]
- stiles-item: 1 only Black and Gold Knitted Sports Coat, usual 21/-. SALE, 17/6.: [21, 285, 212, 294]
- stiles-sale: SALE: [54, 64, 238, 135]
- boyes-addr: (Fraser's Building, Main Street, Foxton).: [293, 1279, 407, 1288]
- kelly-para: I stock the very best Household Brands, and can guarantee YOU satisfaction.: [21, 914, 238, 923]
